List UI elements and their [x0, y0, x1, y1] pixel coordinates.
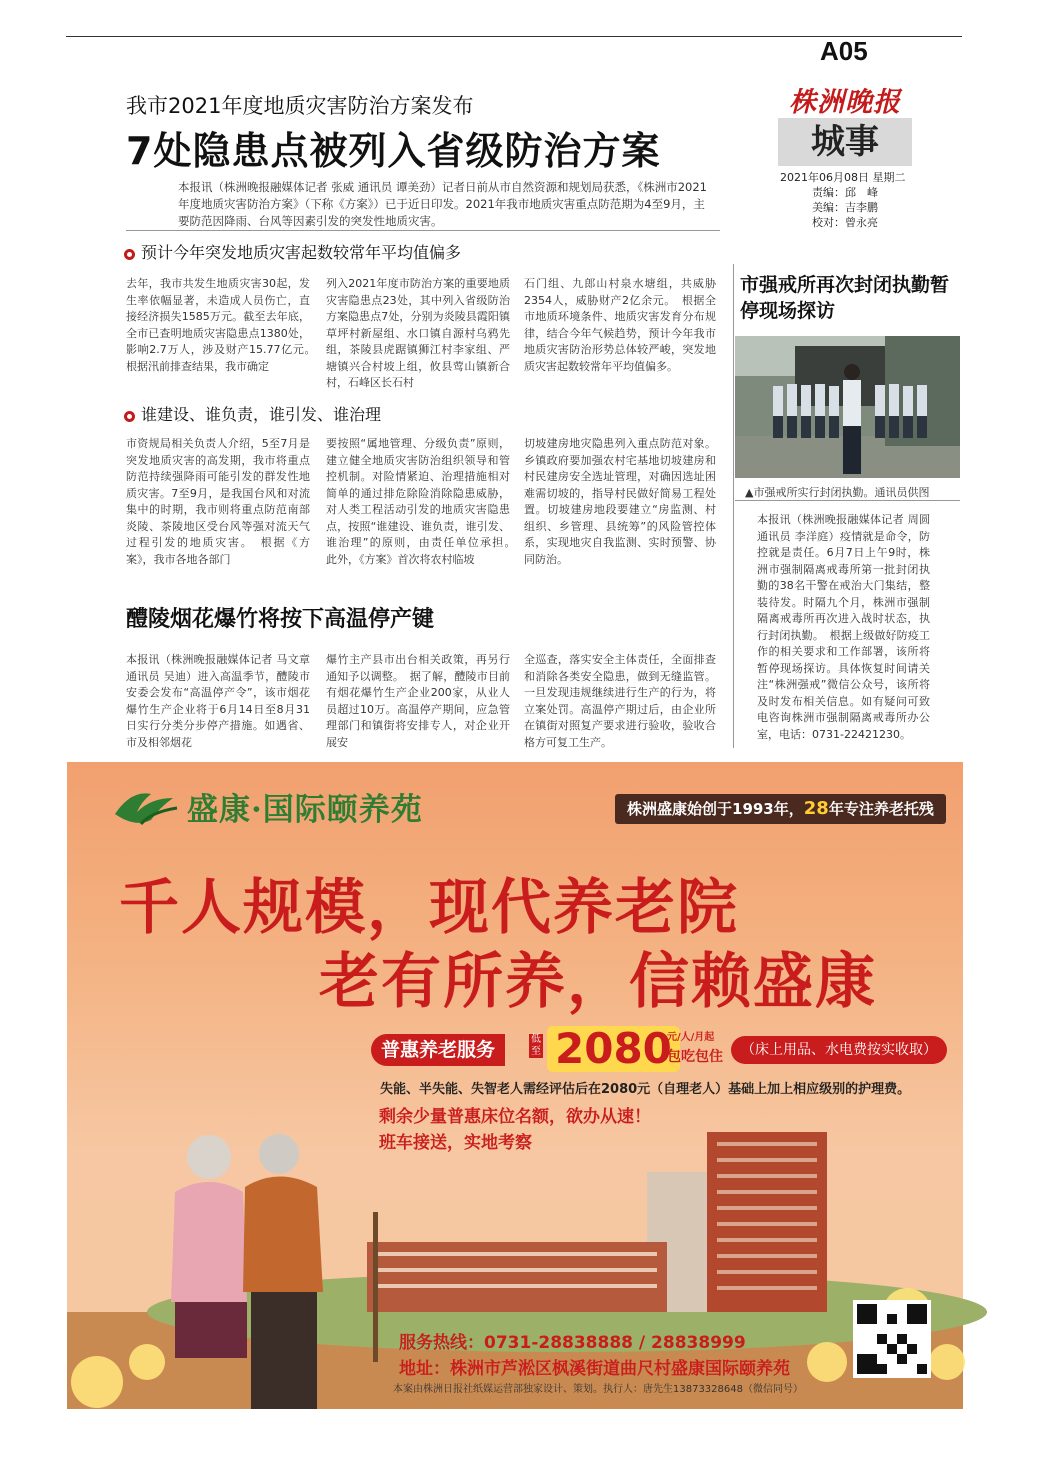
- ad-address: 地址：株洲市芦淞区枫溪街道曲尺村盛康国际颐养苑: [399, 1359, 790, 1379]
- brand-leaf-icon: [111, 784, 183, 832]
- ad-description: 失能、半失能、失智老人需经评估后在2080元（自理老人）基础上加上相应级别的护理费。: [380, 1082, 911, 1097]
- story1-headline: 7处隐患点被列入省级防治方案: [126, 129, 661, 173]
- story3-caption: ▲市强戒所实行封闭执勤。通讯员供图: [745, 486, 930, 499]
- proof-credit: 校对：曾永亮: [812, 216, 878, 229]
- ad-slogan-2: 老有所养，信赖盛康: [319, 947, 877, 1017]
- story1-lead: 本报讯（株洲晚报融媒体记者 张威 通讯员 谭美劲）记者日前从市自然资源和规划局获悉，《株洲市2021年度地质灾害防治方案》（下称《方案》）已于近日印发。2021年我市地质灾害重点防范期为4至9月，主要防范因降雨、台风等因素引发的突发性地质灾害。: [178, 180, 707, 228]
- story1-s2-col2: 要按照“属地管理、分级负责”原则，建立健全地质灾害防治组织领导和管控机制。对险情紧迫、治理措施相对简单的通过排危除险消除隐患威胁，对人类工程活动引发的地质灾害隐患点，按照“谁建设、谁负责，谁引发、谁治理”的原则，由责任单位承担。 此外，《方案》首次将农村临坡: [326, 437, 521, 566]
- price-label: 普惠养老服务: [371, 1034, 505, 1066]
- ad-since-banner: [615, 794, 946, 824]
- ad-notice-2: 班车接送，实地考察: [379, 1133, 532, 1153]
- designer-credit: 美编：吉李鹏: [812, 201, 878, 214]
- story2-col3: 全巡查，落实安全主体责任，全面排查和消除各类安全隐患，做到无缝监管。一旦发现违规继续进行生产的行为，将立案处罚。高温停产期过后，由企业所在镇街对照复产要求进行验收，验收合格方可复工生产。: [524, 653, 716, 749]
- story2-headline: 醴陵烟花爆竹将按下高温停产键: [126, 607, 435, 632]
- price-low: 低至: [531, 1034, 541, 1057]
- story1-subhead-1: [124, 240, 461, 263]
- story2-col2: 爆竹主产县市出台相关政策，再另行通知予以调整。 据了解，醴陵市目前有烟花爆竹生产企业200家，从业人员超过10万。高温停产期间，应急管理部门和镇街将安排专人，对企业开展安: [326, 653, 510, 749]
- story1-s2-col3: 切坡建房地灾隐患列入重点防范对象。乡镇政府要加强农村宅基地切坡建房和村民建房安全选址管理，对确因选址困难需切坡的，指导村民做好简易工程处置。切坡建房地段要建立“房监测、村组织、乡管理、县统筹”的风险管控体系，实现地灾自我监测、实时预警、协同防治。: [524, 437, 716, 566]
- caption-rule: [735, 500, 960, 501]
- page-number: A05: [820, 36, 868, 66]
- bullet-icon: [124, 411, 135, 422]
- issue-date: 2021年06月08日 星期二: [780, 171, 906, 184]
- sidebar-left-rule: [733, 264, 734, 748]
- qr-code[interactable]: [853, 1300, 931, 1378]
- editor-credit: 责编：邱 峰: [812, 186, 878, 199]
- section-label: 城事: [778, 118, 912, 166]
- story1-subhead-2: [124, 402, 381, 425]
- price-note: （床上用品、水电费按实收取）: [731, 1036, 947, 1064]
- subhead-text: 谁建设、谁负责，谁引发、谁治理: [141, 405, 382, 424]
- price-unit: 元/人/月起: [667, 1032, 715, 1043]
- ad-hotline: 服务热线：0731-28838888 / 28838999: [399, 1333, 746, 1353]
- masthead-logo: 株洲晚报: [789, 87, 901, 118]
- advertisement: [67, 762, 963, 1409]
- divider: [126, 230, 720, 231]
- qr-code-icon: [857, 1304, 927, 1374]
- story1-kicker: 我市2021年度地质灾害防治方案发布: [126, 94, 474, 118]
- ad-notice-1: 剩余少量普惠床位名额，欲办从速！: [379, 1107, 651, 1127]
- story1-s1-col1: 去年，我市共发生地质灾害30起，发生率依幅显著，未造成人员伤亡，直接经济损失1585万元。截至去年底，全市已查明地质灾害隐患点1380处，影响2.7万人，涉及财产15.77亿元。 根据汛前排查结果，我市确定: [126, 277, 321, 373]
- story3-body: 本报讯（株洲晚报融媒体记者 周圆 通讯员 李洋庭）疫情就是命令，防控就是责任。6月7日上午9时，株洲市强制隔离戒毒所第一批封闭执勤的38名干警在戒治大门集结，整装待发。时隔九个月，株洲市强制隔离戒毒所再次进入战时状态，执行封闭执勤。 根据上级做好防疫工作的相关要求和工作部署，该所将暂停现场探访。具体恢复时间请关注“株洲强戒”微信公众号，该所将及时发布相关信息。如有疑问可致电咨询株洲市强制隔离戒毒所办公室，电话：0731-22421230。: [757, 513, 930, 741]
- subhead-text: 预计今年突发地质灾害起数较常年平均值偏多: [141, 243, 462, 262]
- ad-credit: 本案由株洲日报社纸媒运营部独家设计、策划。执行人：唐先生13873328648（微信同号）: [393, 1384, 803, 1395]
- price-unit-2: 包吃包住: [667, 1049, 723, 1065]
- officers-photo-image: [735, 336, 960, 478]
- ad-slogan-1: 千人规模，现代养老院: [119, 873, 739, 943]
- since-text-2: 年专注养老托残: [828, 800, 934, 818]
- since-text: 株洲盛康始创于1993年，: [627, 800, 804, 818]
- story1-s2-col1: 市资规局相关负责人介绍，5至7月是突发地质灾害的高发期，我市将重点防范持续强降雨可能引发的群发性地质灾害。7至9月，是我国台风和对流集中的时期，我市则将重点防范南部炎陵、茶陵地区受台风等强对流天气过程引发的地质灾害。 根据《方案》，我市各地各部门: [126, 437, 310, 566]
- price-number: 2080: [547, 1026, 680, 1072]
- story1-s1-col2: 列入2021年度市防治方案的重要地质灾害隐患点23处，其中列入省级防治方案隐患点7处，分别为炎陵县霞阳镇草坪村新屋组、水口镇自源村乌鸦先组，茶陵县虎踞镇狮江村李家组、严塘镇兴合村坡上组，攸县莺山镇新合村，石峰区长石村: [326, 277, 510, 389]
- story1-s1-col3: 石门组、九郎山村泉水塘组，共威胁2354人，威胁财产2亿余元。 根据全市地质环境条件、地质灾害发育分布规律，结合今年气候趋势，预计今年我市地质灾害防治形势总体较严峻，突发地质灾害起数较常年平均值偏多。: [524, 277, 716, 373]
- since-years: 28: [803, 798, 829, 819]
- ad-brand: 盛康·国际颐养苑: [187, 792, 423, 828]
- story3-photo: [735, 336, 960, 478]
- story3-headline: 市强戒所再次封闭执勤暂停现场探访: [740, 274, 950, 322]
- story2-col1: 本报讯（株洲晚报融媒体记者 马文章 通讯员 吴迪）进入高温季节，醴陵市安委会发布“高温停产令”，该市烟花爆竹生产企业将于6月14日至8月31日实行分类分步停产措施。如遇省、市及相邻烟花: [126, 653, 310, 749]
- bullet-icon: [124, 249, 135, 260]
